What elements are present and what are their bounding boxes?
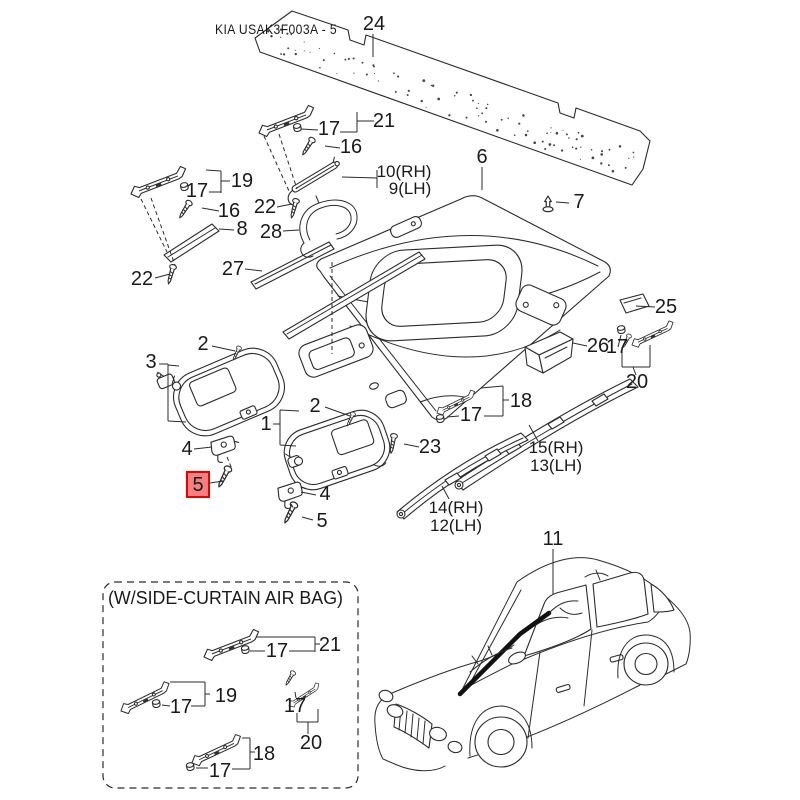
speckle-dot [576,138,578,140]
callout-18-25[interactable]: 18 [509,390,533,412]
speckle-dot [625,167,627,169]
callout-17-40[interactable]: 17 [283,695,307,717]
speckle-dot [496,129,499,132]
callout-17-43[interactable]: 17 [208,760,232,782]
speckle-dot [608,164,610,166]
part-8-rail [164,224,219,262]
inset-box-title: (W/SIDE-CURTAIN AIR BAG) [108,588,343,608]
speckle-dot [612,170,615,173]
speckle-dot [374,73,375,74]
speckle-dot [466,117,468,119]
car-illustration [375,558,690,771]
speckle-dot [487,104,489,106]
speckle-dot [478,103,479,104]
callout-18-42[interactable]: 18 [252,743,276,765]
speckle-dot [336,73,337,74]
part-21-bracket [256,104,317,139]
inset-part-19-bracket [118,680,173,716]
callout-27-12[interactable]: 27 [221,258,245,280]
callout-14rh-29[interactable]: 14(RH) [428,498,484,517]
speckle-dot [550,132,551,133]
speckle-dot [561,149,563,151]
speckle-dot [514,134,516,136]
callout-17-2[interactable]: 17 [317,118,341,140]
speckle-dot [563,130,564,131]
speckle-dot [348,58,350,60]
callout-9lh-5[interactable]: 9(LH) [388,179,432,198]
speckle-dot [431,85,432,86]
speckle-dot [295,53,297,55]
part-4-retainer [210,435,242,464]
speckle-dot [280,53,282,55]
speckle-dot [421,100,423,102]
callout-17-37[interactable]: 17 [265,640,289,662]
callout-5-32[interactable]: 5 [192,474,204,496]
part-6-headliner-panel [296,196,610,421]
part-3-sunvisor-left [154,328,293,446]
speckle-dot [546,132,548,134]
speckle-dot [591,149,593,151]
speckle-dot [549,143,552,146]
callout-12lh-30[interactable]: 12(LH) [430,516,482,535]
speckle-dot [323,59,325,61]
speckle-dot [481,112,483,114]
callout-5-34[interactable]: 5 [316,510,328,532]
speckle-dot [518,123,520,125]
part-24-headliner-pad [255,11,650,185]
callout-21-36[interactable]: 21 [318,634,342,656]
callout-17-39[interactable]: 17 [169,696,193,718]
speckle-dot [525,134,528,137]
callout-13lh-28[interactable]: 13(LH) [530,456,582,475]
callout-17-18[interactable]: 17 [605,336,629,358]
speckle-dot [592,157,595,160]
speckle-dot [575,148,577,150]
part-20-bracket [629,320,676,350]
speckle-dot [426,107,427,108]
speckle-dot [407,94,409,96]
callout-28-11[interactable]: 28 [259,221,283,243]
speckle-dot [448,114,450,116]
speckle-dot [527,130,529,132]
callout-2-22[interactable]: 2 [309,395,321,417]
speckle-dot [437,98,440,101]
speckle-dot [310,52,311,53]
speckle-dot [501,119,503,121]
speckle-dot [600,162,602,164]
callout-16-8[interactable]: 16 [217,200,241,222]
speckle-dot [507,118,509,120]
speckle-dot [476,107,478,109]
speckle-dot [633,156,634,157]
speckle-dot [362,62,364,64]
speckle-dot [422,79,425,82]
callout-7-15[interactable]: 7 [573,191,585,213]
speckle-dot [393,72,395,74]
speckle-dot [580,159,581,160]
speckle-dot [485,121,487,123]
callout-22-13[interactable]: 22 [130,268,154,290]
speckle-dot [470,94,472,96]
speckle-dot [609,149,611,151]
speckle-dot [397,76,399,78]
callout-10rh-4[interactable]: 10(RH) [376,162,432,181]
part-19-bracket [128,165,189,200]
callout-2-21[interactable]: 2 [197,333,209,355]
callout-4-31[interactable]: 4 [181,438,193,460]
part-7-clip [543,196,553,212]
speckle-dot [553,144,555,146]
callout-6-14[interactable]: 6 [476,146,488,168]
callout-26-17[interactable]: 26 [586,335,610,357]
speckle-dot [568,137,570,139]
speckle-dot [432,85,434,87]
speckle-dot [408,90,410,92]
callout-24-0[interactable]: 24 [362,13,386,35]
overhead-console-cutout [296,322,375,380]
speckle-dot [304,50,305,51]
speckle-dot [456,92,458,94]
speckle-dot [372,64,374,66]
speckle-dot [633,152,635,154]
speckle-dot [619,145,622,148]
speckle-dot [283,53,285,55]
diagram-code-label: KIA USAK3F003A - 5 [215,21,337,37]
callout-3-20[interactable]: 3 [145,351,157,373]
speckle-dot [304,42,305,43]
speckle-dot [600,153,603,156]
speckle-dot [578,132,580,134]
callout-25-16[interactable]: 25 [654,296,678,318]
speckle-dot [628,158,629,159]
speckle-dot [566,133,568,135]
callout-22-10[interactable]: 22 [253,196,277,218]
callout-23-24[interactable]: 23 [418,436,442,458]
speckle-dot [319,48,320,49]
callout-20-19[interactable]: 20 [625,371,649,393]
speckle-dot [580,147,581,148]
speckle-dot [533,141,536,144]
part-25-pad [620,294,649,313]
speckle-dot [353,57,355,59]
speckle-dot [601,150,603,152]
speckle-dot [572,146,574,148]
speckle-dot [550,127,551,128]
callout-16-3[interactable]: 16 [339,136,363,158]
speckle-dot [485,107,487,109]
speckle-dot [366,73,368,75]
speckle-dot [395,91,397,93]
speckle-dot [344,59,346,61]
speckle-dot [378,80,379,81]
speckle-dot [353,72,354,73]
callout-17-26[interactable]: 17 [459,404,483,426]
speckle-dot [542,141,544,143]
speckle-dot [319,67,321,69]
part-10-9-visor-rod [281,157,345,207]
speckle-dot [522,114,525,117]
callout-17-7[interactable]: 17 [185,180,209,202]
speckle-dot [454,95,456,97]
speckle-dot [295,50,296,51]
speckle-dot [287,47,289,49]
callout-21-1[interactable]: 21 [372,110,396,132]
callout-19-38[interactable]: 19 [214,685,238,707]
callout-19-6[interactable]: 19 [230,170,254,192]
speckle-dot [556,132,559,135]
callout-8-9[interactable]: 8 [236,218,248,240]
callout-20-41[interactable]: 20 [299,732,323,754]
callout-4-33[interactable]: 4 [319,483,331,505]
callout-15rh-27[interactable]: 15(RH) [528,438,584,457]
callout-11-35[interactable]: 11 [542,528,564,550]
speckle-dot [472,100,474,102]
speckle-dot [334,53,336,55]
speckle-dot [581,135,584,138]
inset-part-21-bracket [201,628,262,663]
speckle-dot [478,115,479,116]
speckle-dot [544,148,546,150]
callout-1-23[interactable]: 1 [260,413,272,435]
